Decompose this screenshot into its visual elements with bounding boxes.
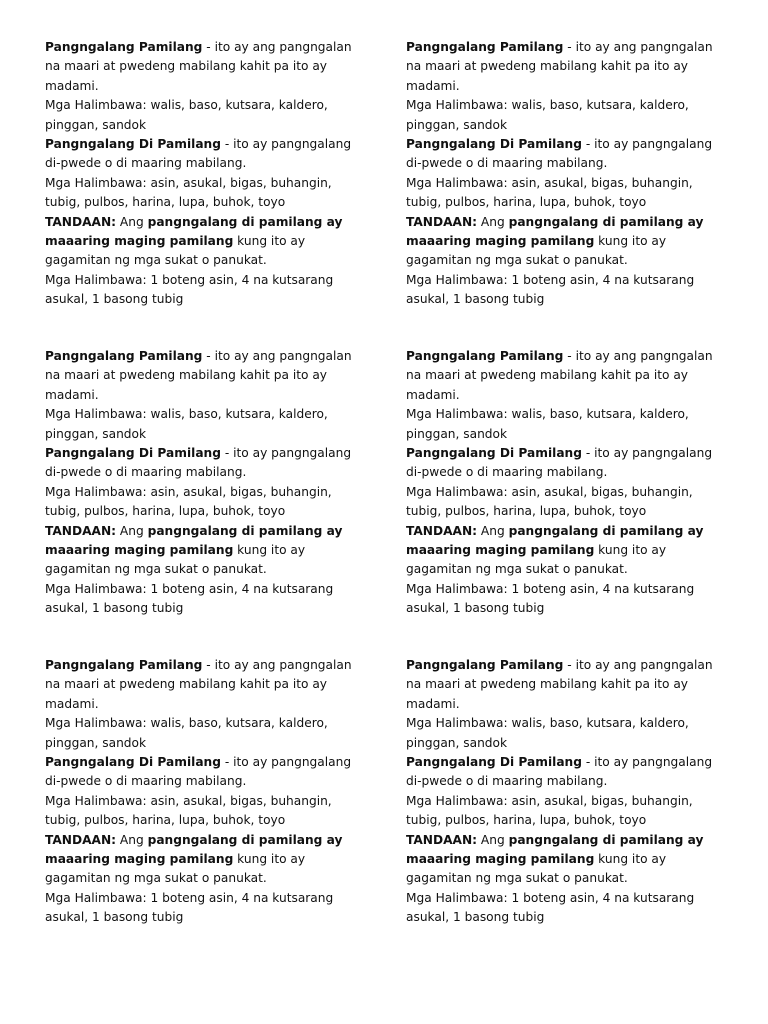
tandaan-label: TANDAAN:	[45, 214, 117, 229]
note-card	[45, 656, 367, 928]
pamilang-definition	[45, 656, 367, 714]
tandaan-bold: pangngalang di pamilang ay maaaring maging pamilang	[45, 214, 343, 249]
pamilang-term: Pangngalang Pamilang	[406, 40, 564, 54]
note-card	[45, 347, 367, 619]
di-pamilang-examples: Mga Halimbawa: asin, asukal, bigas, buhangin, tubig, pulbos, harina, lupa, buhok, toyo	[45, 484, 332, 519]
pamilang-examples: Mga Halimbawa: walis, baso, kutsara, kaldero, pinggan, sandok	[45, 407, 328, 441]
tandaan-examples: Mga Halimbawa: 1 boteng asin, 4 na kutsarang asukal, 1 basong tubig	[45, 581, 334, 616]
di-pamilang-def-text: - ito ay pangngalang di-pwede o di maaring mabilang.	[45, 137, 352, 171]
tandaan-bold: pangngalang di pamilang ay maaaring maging pamilang	[406, 832, 704, 867]
tandaan-note	[406, 522, 728, 580]
di-pamilang-term: Pangngalang Di Pamilang	[406, 755, 582, 770]
di-pamilang-def-text: - ito ay pangngalang di-pwede o di maaring mabilang.	[406, 446, 713, 480]
tandaan-pre: Ang	[116, 214, 148, 229]
note-card	[406, 656, 728, 928]
tandaan-label: TANDAAN:	[406, 523, 478, 538]
pamilang-def-text: - ito ay ang pangngalan na maari at pwedeng mabilang kahit pa ito ay madami.	[45, 349, 352, 402]
di-pamilang-examples: Mga Halimbawa: asin, asukal, bigas, buhangin, tubig, pulbos, harina, lupa, buhok, toyo	[45, 793, 332, 828]
di-pamilang-def-text: - ito ay pangngalang di-pwede o di maaring mabilang.	[406, 137, 713, 171]
pamilang-definition	[406, 656, 728, 714]
tandaan-post: kung ito ay gagamitan ng mga sukat o panukat.	[45, 543, 306, 577]
tandaan-label: TANDAAN:	[45, 832, 117, 847]
tandaan-bold: pangngalang di pamilang ay maaaring maging pamilang	[45, 832, 343, 867]
tandaan-post: kung ito ay gagamitan ng mga sukat o panukat.	[406, 543, 667, 577]
tandaan-label: TANDAAN:	[45, 523, 117, 538]
pamilang-term: Pangngalang Pamilang	[406, 658, 564, 672]
di-pamilang-def-text: - ito ay pangngalang di-pwede o di maaring mabilang.	[406, 755, 713, 789]
di-pamilang-def-text: - ito ay pangngalang di-pwede o di maaring mabilang.	[45, 755, 352, 789]
tandaan-post: kung ito ay gagamitan ng mga sukat o panukat.	[406, 852, 667, 886]
pamilang-def-text: - ito ay ang pangngalan na maari at pwedeng mabilang kahit pa ito ay madami.	[45, 658, 352, 711]
di-pamilang-term: Pangngalang Di Pamilang	[406, 137, 582, 152]
tandaan-examples: Mga Halimbawa: 1 boteng asin, 4 na kutsarang asukal, 1 basong tubig	[45, 272, 334, 307]
pamilang-examples: Mga Halimbawa: walis, baso, kutsara, kaldero, pinggan, sandok	[45, 98, 328, 132]
pamilang-examples: Mga Halimbawa: walis, baso, kutsara, kaldero, pinggan, sandok	[45, 716, 328, 750]
pamilang-term: Pangngalang Pamilang	[45, 40, 203, 54]
tandaan-label: TANDAAN:	[406, 214, 478, 229]
tandaan-post: kung ito ay gagamitan ng mga sukat o panukat.	[406, 234, 667, 268]
tandaan-examples: Mga Halimbawa: 1 boteng asin, 4 na kutsarang asukal, 1 basong tubig	[45, 890, 334, 925]
pamilang-def-text: - ito ay ang pangngalan na maari at pwedeng mabilang kahit pa ito ay madami.	[45, 40, 352, 93]
di-pamilang-term: Pangngalang Di Pamilang	[45, 446, 221, 461]
tandaan-examples: Mga Halimbawa: 1 boteng asin, 4 na kutsarang asukal, 1 basong tubig	[406, 272, 695, 307]
tandaan-pre: Ang	[116, 832, 148, 847]
tandaan-examples: Mga Halimbawa: 1 boteng asin, 4 na kutsarang asukal, 1 basong tubig	[406, 890, 695, 925]
di-pamilang-examples: Mga Halimbawa: asin, asukal, bigas, buhangin, tubig, pulbos, harina, lupa, buhok, toyo	[406, 793, 693, 828]
di-pamilang-examples: Mga Halimbawa: asin, asukal, bigas, buhangin, tubig, pulbos, harina, lupa, buhok, toyo	[45, 175, 332, 210]
tandaan-bold: pangngalang di pamilang ay maaaring maging pamilang	[45, 523, 343, 558]
di-pamilang-definition	[45, 135, 367, 174]
pamilang-examples: Mga Halimbawa: walis, baso, kutsara, kaldero, pinggan, sandok	[406, 98, 689, 132]
di-pamilang-definition	[406, 444, 728, 483]
di-pamilang-definition	[45, 753, 367, 792]
tandaan-note	[406, 831, 728, 889]
pamilang-definition	[406, 347, 728, 405]
di-pamilang-term: Pangngalang Di Pamilang	[45, 755, 221, 770]
di-pamilang-term: Pangngalang Di Pamilang	[406, 446, 582, 461]
pamilang-examples: Mga Halimbawa: walis, baso, kutsara, kaldero, pinggan, sandok	[406, 716, 689, 750]
di-pamilang-examples: Mga Halimbawa: asin, asukal, bigas, buhangin, tubig, pulbos, harina, lupa, buhok, toyo	[406, 175, 693, 210]
tandaan-label: TANDAAN:	[406, 832, 478, 847]
pamilang-def-text: - ito ay ang pangngalan na maari at pwedeng mabilang kahit pa ito ay madami.	[406, 40, 713, 93]
pamilang-definition	[45, 38, 367, 96]
pamilang-examples: Mga Halimbawa: walis, baso, kutsara, kaldero, pinggan, sandok	[406, 407, 689, 441]
pamilang-definition	[406, 38, 728, 96]
di-pamilang-definition	[45, 444, 367, 483]
tandaan-post: kung ito ay gagamitan ng mga sukat o panukat.	[45, 234, 306, 268]
di-pamilang-examples: Mga Halimbawa: asin, asukal, bigas, buhangin, tubig, pulbos, harina, lupa, buhok, toyo	[406, 484, 693, 519]
tandaan-note	[45, 522, 367, 580]
pamilang-def-text: - ito ay ang pangngalan na maari at pwedeng mabilang kahit pa ito ay madami.	[406, 349, 713, 402]
tandaan-pre: Ang	[477, 832, 509, 847]
tandaan-note	[45, 213, 367, 271]
di-pamilang-definition	[406, 753, 728, 792]
note-card	[45, 38, 367, 310]
tandaan-pre: Ang	[116, 523, 148, 538]
tandaan-bold: pangngalang di pamilang ay maaaring maging pamilang	[406, 523, 704, 558]
pamilang-def-text: - ito ay ang pangngalan na maari at pwedeng mabilang kahit pa ito ay madami.	[406, 658, 713, 711]
di-pamilang-def-text: - ito ay pangngalang di-pwede o di maaring mabilang.	[45, 446, 352, 480]
tandaan-note	[45, 831, 367, 889]
di-pamilang-definition	[406, 135, 728, 174]
pamilang-definition	[45, 347, 367, 405]
tandaan-post: kung ito ay gagamitan ng mga sukat o panukat.	[45, 852, 306, 886]
tandaan-bold: pangngalang di pamilang ay maaaring maging pamilang	[406, 214, 704, 249]
pamilang-term: Pangngalang Pamilang	[45, 658, 203, 672]
tandaan-pre: Ang	[477, 214, 509, 229]
tandaan-note	[406, 213, 728, 271]
tandaan-pre: Ang	[477, 523, 509, 538]
di-pamilang-term: Pangngalang Di Pamilang	[45, 137, 221, 152]
pamilang-term: Pangngalang Pamilang	[406, 349, 564, 363]
note-card	[406, 38, 728, 310]
pamilang-term: Pangngalang Pamilang	[45, 349, 203, 363]
note-card	[406, 347, 728, 619]
tandaan-examples: Mga Halimbawa: 1 boteng asin, 4 na kutsarang asukal, 1 basong tubig	[406, 581, 695, 616]
